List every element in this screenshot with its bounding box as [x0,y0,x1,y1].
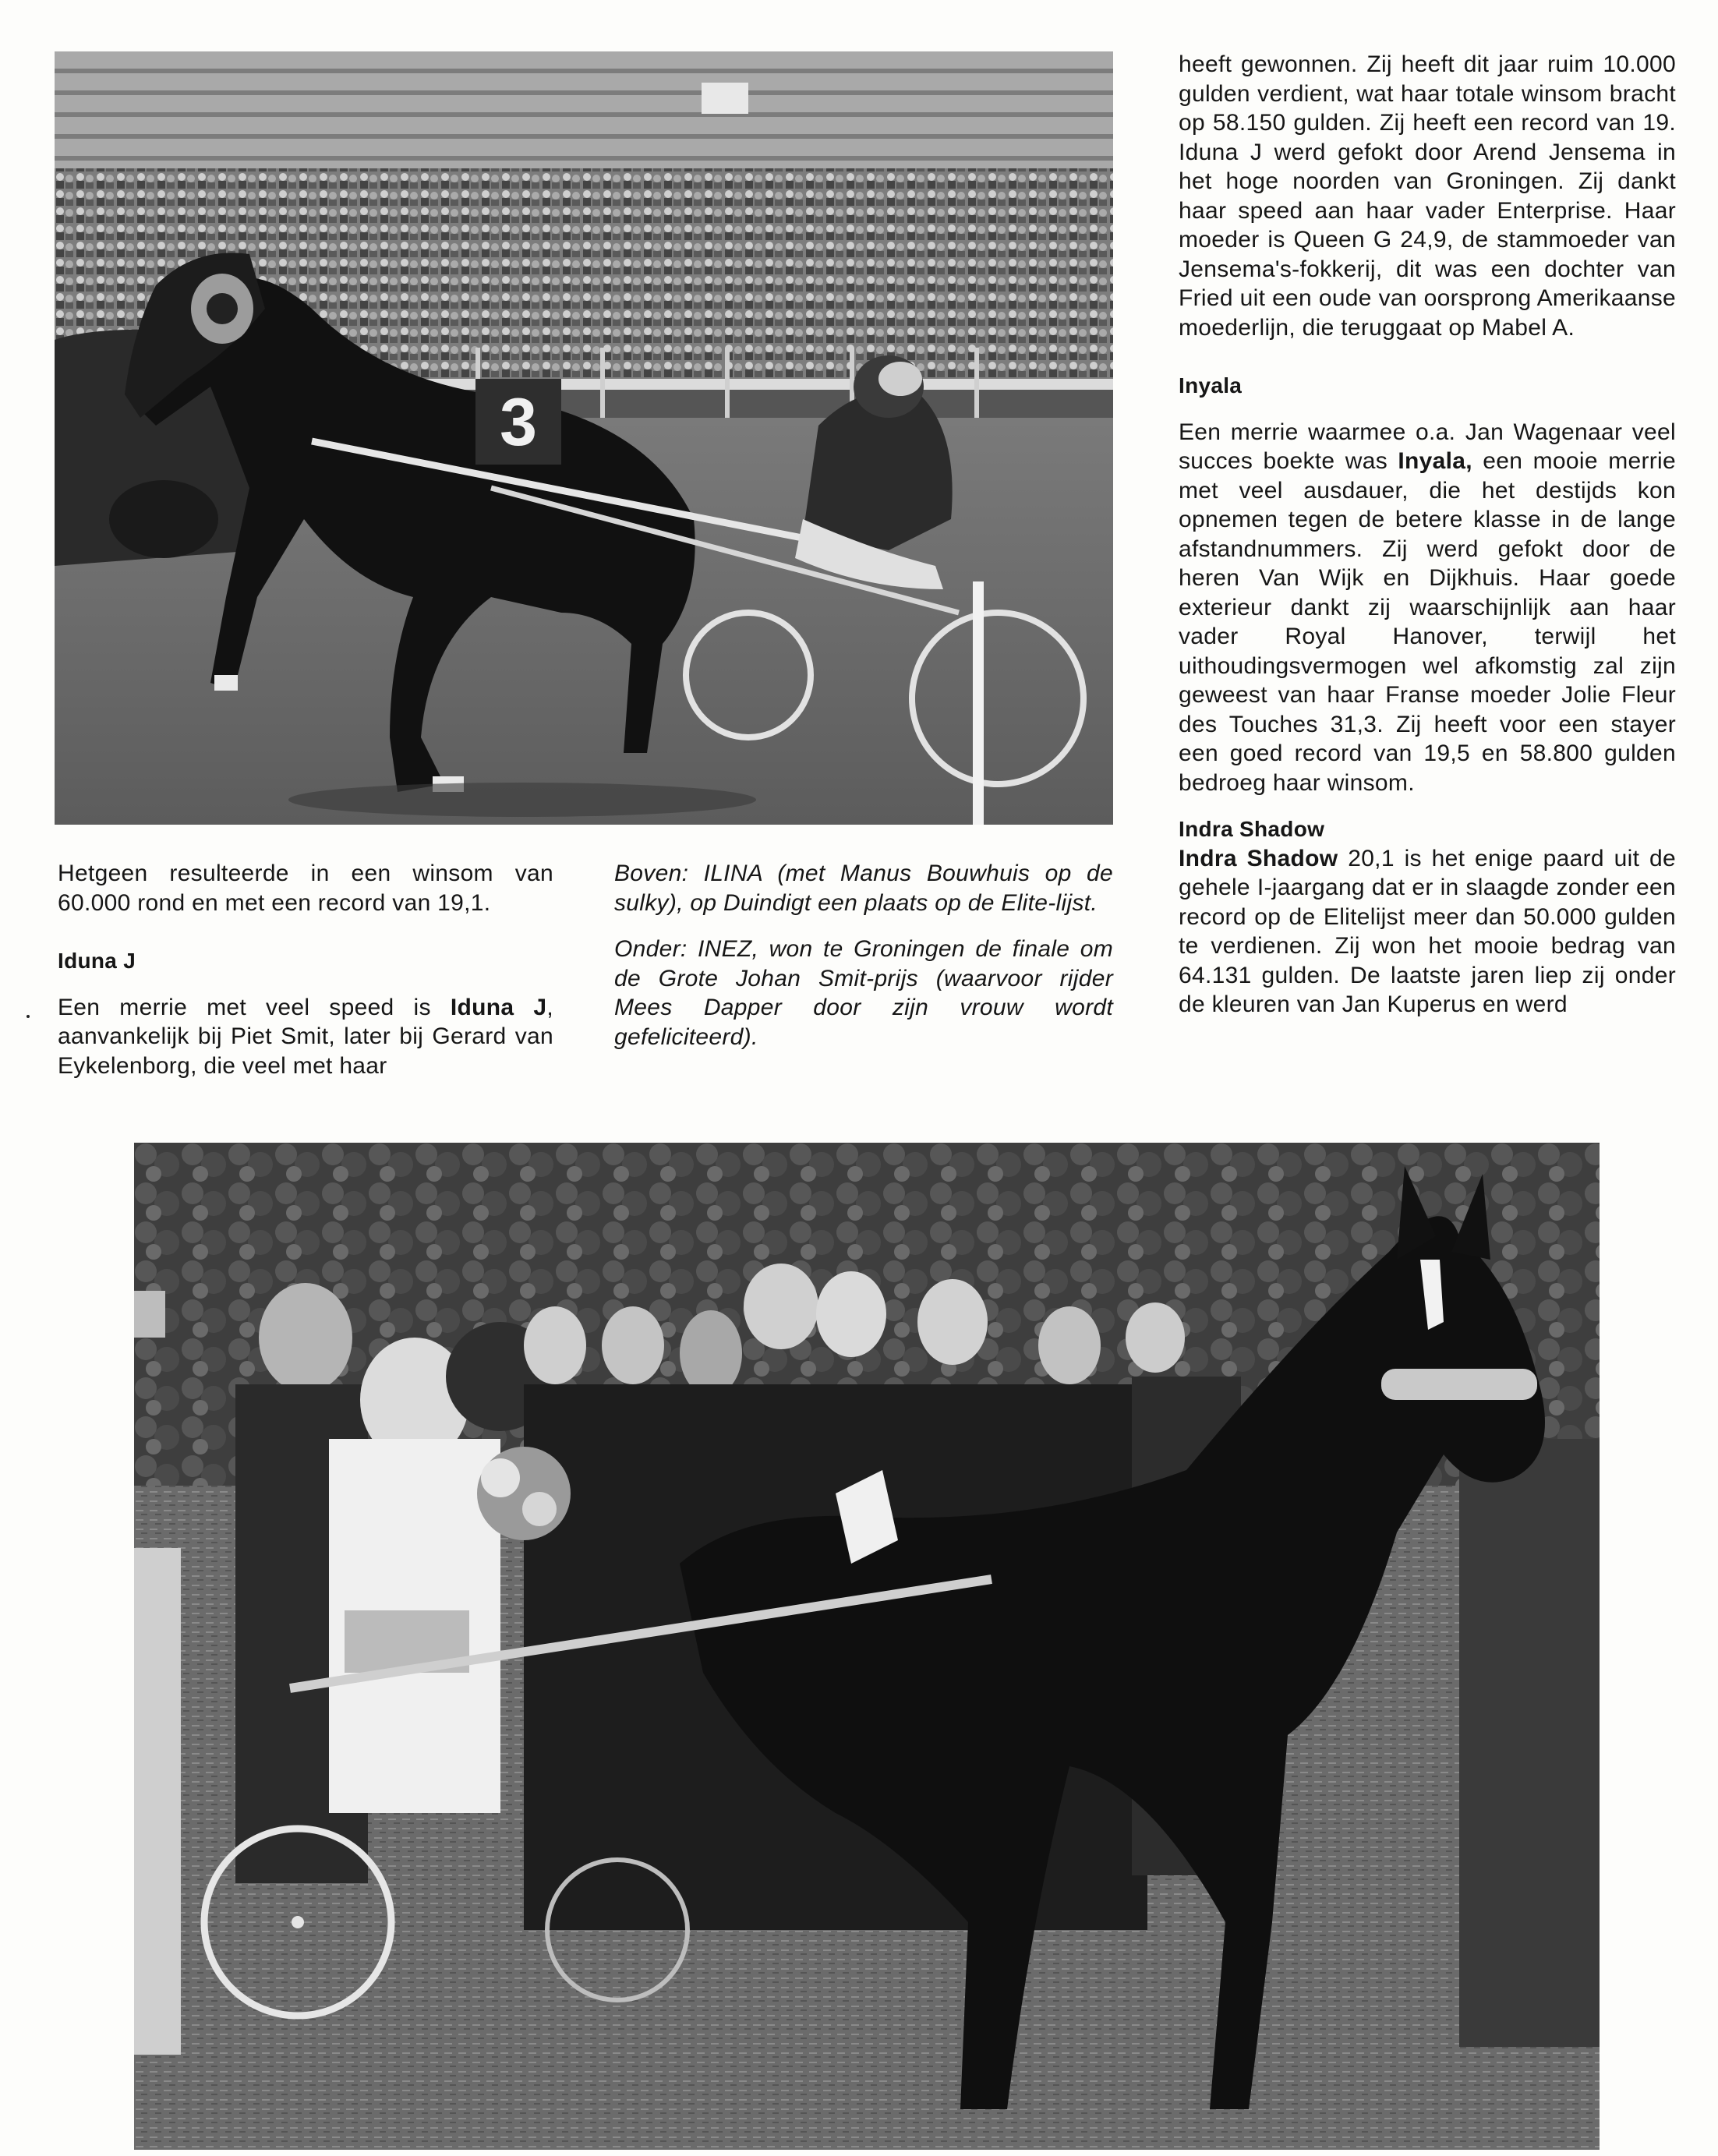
indra-paragraph: Indra Shadow 20,1 is het enige paard uit de gehele I-jaargang dat er in slaagde zonder een record op de Elitelijst meer dan 50.000 gulden te verdienen. Zij won het mooie bedrag van 64.131 gulden. De laatste jaren liep zij onder de kleuren van Jan Kuperus en werd [1179,845,1676,1017]
inyala-paragraph: Een merrie waarmee o.a. Jan Wagenaar veel succes boekte was Inyala, een mooie merrie met veel ausdauer, die het destijds kon opnemen tegen de betere klasse in de lange afstandnummers. Zij werd gefokt door de heren Van Wijk en Dijkhuis. Haar goede exterieur dankt zij waarschijnlijk aan haar vader Royal Hanover, terwijl het uithoudingsvermogen wel afkomstig zal zijn geweest van haar Franse moeder Jolie Fleur des Touches 31,3. Zij heeft voor een stayer een goed record van 19,5 en 58.800 gulden bedroeg haar winsom. [1179,419,1676,796]
inyala-bold: Inyala, [1398,448,1472,474]
indra-bold: Indra Shadow [1179,845,1338,871]
caption-column [614,859,1113,1051]
iduna-paragraph: Een merrie met veel speed is Iduna J, aanvankelijk bij Piet Smit, later bij Gerard van Eykelenborg, die veel met haar [58,994,553,1079]
bottom-photo-winner-ceremony [134,1143,1600,2150]
caption-top: Boven: ILINA (met Manus Bouwhuis op de sulky), op Duindigt een plaats op de Elite-lijst. [614,861,1113,916]
caption-bottom: Onder: INEZ, won te Groningen de finale om de Grote Johan Smit-prijs (waarvoor rijder Mees Dapper door zijn vrouw wordt gefeliciteerd). [614,936,1113,1050]
left-column [58,859,553,1080]
right-column [1179,50,1676,1020]
iduna-bold: Iduna J [450,994,547,1020]
heading-inyala: Inyala [1179,373,1243,398]
stray-mark [27,1015,30,1018]
top-photo-trotter-race [55,51,1113,825]
sulky-number: 3 [500,385,537,460]
iduna-continued-paragraph: heeft gewonnen. Zij heeft dit jaar ruim 10.000 gulden verdient, wat haar totale winsom bracht op 58.150 gulden. Zij heeft een record van 19. Iduna J werd gefokt door Arend Jensema in het hoge noorden van Groningen. Zij dankt haar speed aan haar vader Enterprise. Haar moeder is Queen G 24,9, de stammoeder van Jensema's-fokkerij, dit was een dochter van Fried uit een oude van oorsprong Amerikaanse moederlijn, die teruggaat op Mabel A. [1179,51,1676,341]
heading-iduna-j: Iduna J [58,949,136,973]
intro-paragraph: Hetgeen resulteerde in een winsom van 60.000 rond en met een record van 19,1. [58,861,553,916]
heading-indra-shadow: Indra Shadow [1179,817,1325,841]
